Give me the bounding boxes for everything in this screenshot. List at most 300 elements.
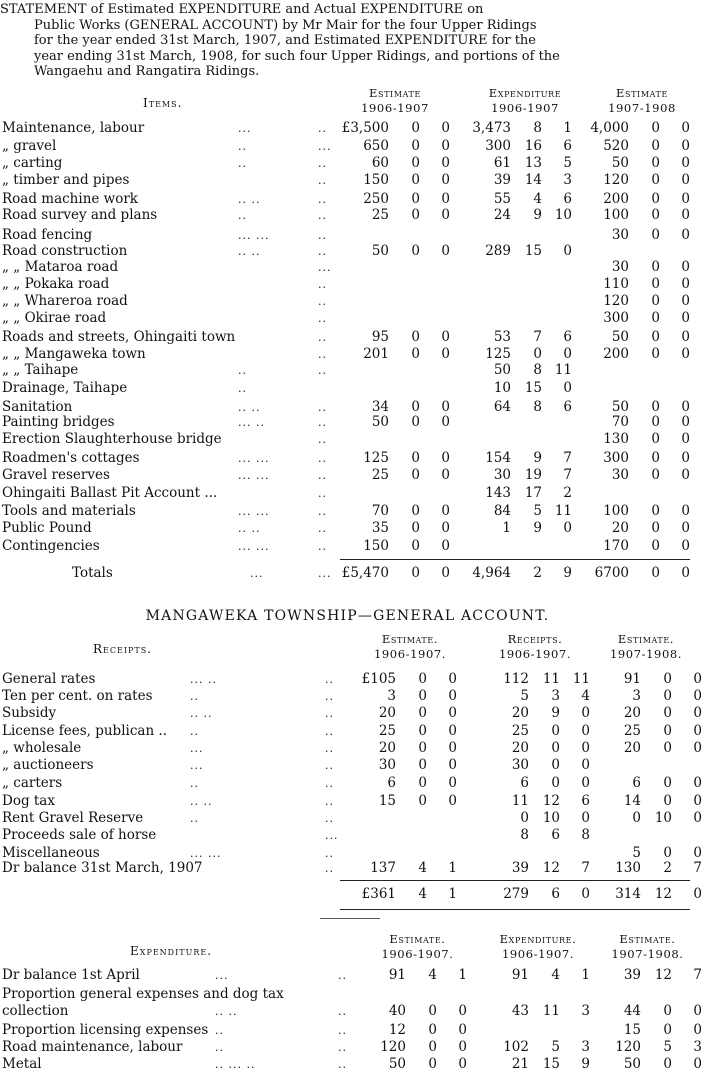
- row-item-label: Proceeds sale of horse: [2, 827, 157, 843]
- pounds-value: 50: [493, 362, 511, 378]
- shillings-value: 12: [542, 860, 560, 876]
- leader-dots: .. ..: [238, 193, 261, 206]
- shillings-value: 0: [411, 155, 420, 171]
- leader-dots: ..: [238, 157, 247, 170]
- pounds-value: 91: [511, 967, 529, 983]
- pounds-value: 112: [503, 671, 529, 687]
- table-row: [0, 538, 695, 555]
- table-row: [0, 810, 702, 827]
- pence-value: 11: [554, 362, 572, 378]
- pounds-value: 300: [485, 138, 511, 154]
- pounds-value: 314: [615, 886, 641, 902]
- leader-dots: ..: [318, 416, 327, 429]
- leader-dots: ..: [318, 229, 327, 242]
- row-item-label: Miscellaneous: [2, 845, 100, 861]
- pence-value: 0: [441, 399, 450, 415]
- col-header-title: Estimate.: [381, 632, 439, 646]
- row-item-label: Road fencing: [2, 227, 93, 243]
- pounds-value: 20: [378, 740, 396, 756]
- pounds-value: 6: [387, 775, 396, 791]
- pounds-value: 15: [378, 793, 396, 809]
- pence-value: 0: [581, 757, 590, 773]
- pence-value: 0: [693, 1003, 702, 1019]
- shillings-value: 15: [542, 1056, 560, 1072]
- leader-dots: ..: [318, 245, 327, 258]
- col-header-title: Expenditure.: [499, 932, 577, 946]
- pence-value: 0: [693, 740, 702, 756]
- pounds-value: 91: [623, 671, 641, 687]
- pence-value: 0: [441, 414, 450, 430]
- pounds-value: 25: [511, 723, 529, 739]
- pence-value: 0: [681, 450, 690, 466]
- shillings-value: 0: [651, 155, 660, 171]
- shillings-value: 0: [651, 227, 660, 243]
- row-item-label: Drainage, Taihape: [2, 380, 128, 396]
- row-item-label: Road maintenance, labour: [2, 1039, 183, 1055]
- shillings-value: 2: [663, 860, 672, 876]
- pounds-value: 125: [485, 346, 511, 362]
- table-row: [0, 705, 702, 722]
- table-row: [0, 1039, 702, 1056]
- pence-value: 8: [581, 827, 590, 843]
- pounds-value: 39: [493, 172, 511, 188]
- pence-value: 0: [681, 120, 690, 136]
- pence-value: 0: [448, 793, 457, 809]
- pounds-value: 100: [603, 503, 629, 519]
- pence-value: 3: [581, 1003, 590, 1019]
- pounds-value: 20: [623, 740, 641, 756]
- pence-value: 0: [563, 380, 572, 396]
- leader-dots: ..: [318, 348, 327, 361]
- pounds-value: 10: [493, 380, 511, 396]
- leader-dots: ..: [318, 433, 327, 446]
- pence-value: 0: [441, 120, 450, 136]
- shillings-value: 0: [551, 757, 560, 773]
- shillings-value: 0: [411, 191, 420, 207]
- pounds-value: 102: [503, 1039, 529, 1055]
- shillings-value: 0: [651, 538, 660, 554]
- pence-value: 3: [581, 1039, 590, 1055]
- leader-dots: ..: [318, 469, 327, 482]
- col-header-year: 1907-1908.: [609, 647, 683, 661]
- pence-value: 0: [693, 1056, 702, 1072]
- shillings-value: 0: [418, 793, 427, 809]
- pence-value: 0: [441, 243, 450, 259]
- pounds-value: 25: [623, 723, 641, 739]
- pounds-value: 30: [611, 467, 629, 483]
- pounds-value: 4,964: [472, 565, 511, 581]
- shillings-value: 0: [418, 705, 427, 721]
- leader-dots: ..: [318, 193, 327, 206]
- shillings-value: 0: [411, 207, 420, 223]
- leader-dots: ..: [325, 742, 334, 755]
- shillings-value: 0: [651, 431, 660, 447]
- pence-value: 0: [581, 723, 590, 739]
- pence-value: 0: [693, 705, 702, 721]
- col-header-year: 1907-1908.: [611, 947, 684, 961]
- col-header: [365, 932, 470, 962]
- pounds-value: 70: [611, 414, 629, 430]
- pounds-value: 6700: [594, 565, 629, 581]
- shillings-value: 12: [542, 793, 560, 809]
- pence-value: 0: [681, 346, 690, 362]
- pence-value: 6: [581, 793, 590, 809]
- leader-dots: ..: [318, 122, 327, 135]
- leader-dots: ... ..: [190, 673, 217, 686]
- pounds-value: 201: [363, 346, 389, 362]
- shillings-value: 0: [651, 467, 660, 483]
- leader-dots: ..: [325, 673, 334, 686]
- pounds-value: 30: [493, 467, 511, 483]
- pounds-value: 3: [632, 688, 641, 704]
- pounds-value: 39: [623, 967, 641, 983]
- leader-dots: ..: [190, 777, 199, 790]
- row-item-label: Maintenance, labour: [2, 120, 145, 136]
- col-header: [597, 632, 695, 662]
- pounds-value: 34: [371, 399, 389, 415]
- leader-dots: ...: [238, 122, 252, 135]
- pounds-value: 150: [363, 172, 389, 188]
- pounds-value: 5: [632, 845, 641, 861]
- pence-value: 0: [441, 329, 450, 345]
- pence-value: 3: [563, 172, 572, 188]
- pence-value: 0: [581, 705, 590, 721]
- pounds-value: 84: [493, 503, 511, 519]
- pounds-value: 53: [493, 329, 511, 345]
- leader-dots: ..: [190, 725, 199, 738]
- pounds-value: 50: [611, 155, 629, 171]
- leader-dots: ..: [318, 209, 327, 222]
- shillings-value: 0: [651, 138, 660, 154]
- leader-dots: ..: [238, 140, 247, 153]
- row-item-label: „ „ Okirae road: [2, 310, 107, 326]
- table-row: [0, 520, 695, 537]
- shillings-value: 0: [651, 259, 660, 275]
- table-row: [0, 362, 695, 379]
- pence-value: 0: [441, 467, 450, 483]
- pence-value: 11: [572, 671, 590, 687]
- col-header: [480, 632, 590, 662]
- leader-dots: ..: [238, 364, 247, 377]
- shillings-value: 10: [542, 810, 560, 826]
- pounds-value: 30: [511, 757, 529, 773]
- leader-dots: ..: [215, 1024, 224, 1037]
- shillings-value: 14: [524, 172, 542, 188]
- row-item-label: „ gravel: [2, 138, 57, 154]
- shillings-value: 0: [551, 740, 560, 756]
- leader-dots: ..: [318, 452, 327, 465]
- leader-dots: ..: [215, 1041, 224, 1054]
- shillings-value: 3: [551, 688, 560, 704]
- pounds-value: 11: [511, 793, 529, 809]
- pence-value: 0: [563, 243, 572, 259]
- shillings-value: 0: [551, 775, 560, 791]
- table-row: [0, 503, 695, 520]
- row-item-label: Dog tax: [2, 793, 55, 809]
- table-row: [0, 450, 695, 467]
- shillings-value: 0: [663, 671, 672, 687]
- shillings-value: 0: [411, 346, 420, 362]
- col-header-year: 1906-1907: [491, 101, 559, 115]
- row-item-label: „ „ Pokaka road: [2, 276, 110, 292]
- shillings-value: 0: [663, 793, 672, 809]
- pence-value: 4: [581, 688, 590, 704]
- pence-value: 0: [681, 399, 690, 415]
- shillings-value: 10: [654, 810, 672, 826]
- shillings-value: 0: [428, 1056, 437, 1072]
- shillings-value: 4: [428, 967, 437, 983]
- shillings-value: 0: [651, 329, 660, 345]
- leader-dots: ...: [318, 567, 332, 580]
- pence-value: 1: [458, 967, 467, 983]
- receipts-rule: [340, 880, 690, 881]
- shillings-value: 0: [651, 310, 660, 326]
- pounds-value: 25: [378, 723, 396, 739]
- table-row: [0, 310, 695, 327]
- col-header-title: Estimate.: [619, 932, 676, 946]
- row-item-label: „ „ Mataroa road: [2, 259, 119, 275]
- shillings-value: 0: [651, 450, 660, 466]
- pence-value: 0: [681, 565, 690, 581]
- pence-value: 0: [458, 1039, 467, 1055]
- table-row: [0, 155, 695, 172]
- pence-value: 0: [693, 810, 702, 826]
- pence-value: 0: [681, 259, 690, 275]
- table-row: [0, 1056, 702, 1073]
- pence-value: 0: [448, 705, 457, 721]
- shillings-value: 9: [551, 705, 560, 721]
- pounds-value: £3,500: [341, 120, 389, 136]
- shillings-value: 0: [418, 688, 427, 704]
- intro-line: Wangaehu and Rangatira Ridings.: [34, 64, 260, 79]
- pence-value: 0: [441, 172, 450, 188]
- pounds-value: 24: [493, 207, 511, 223]
- shillings-value: 0: [411, 414, 420, 430]
- shillings-value: 12: [654, 886, 672, 902]
- shillings-value: 11: [542, 671, 560, 687]
- shillings-value: 11: [542, 1003, 560, 1019]
- shillings-value: 6: [551, 827, 560, 843]
- shillings-value: 0: [651, 399, 660, 415]
- col-header: [335, 86, 455, 116]
- pounds-value: 39: [511, 860, 529, 876]
- pence-value: 0: [448, 671, 457, 687]
- leader-dots: ..: [325, 777, 334, 790]
- row-item-label: Tools and materials: [2, 503, 136, 519]
- pence-value: 0: [448, 688, 457, 704]
- row-item-label: Road survey and plans: [2, 207, 158, 223]
- shillings-value: 0: [411, 565, 420, 581]
- pounds-value: 12: [388, 1022, 406, 1038]
- pence-value: 0: [681, 503, 690, 519]
- row-item-label: Road construction: [2, 243, 128, 259]
- pence-value: 0: [681, 207, 690, 223]
- pounds-value: 130: [615, 860, 641, 876]
- pounds-value: 44: [623, 1003, 641, 1019]
- shillings-value: 19: [524, 467, 542, 483]
- leader-dots: ... ...: [190, 847, 222, 860]
- pounds-value: 20: [511, 740, 529, 756]
- leader-dots: .. ..: [190, 707, 213, 720]
- row-item-label: Totals: [72, 565, 113, 581]
- table-row: [0, 243, 695, 260]
- pence-value: 0: [441, 538, 450, 554]
- leader-dots: ... ...: [238, 452, 270, 465]
- pence-value: 0: [693, 688, 702, 704]
- shillings-value: 15: [524, 380, 542, 396]
- shillings-value: 0: [411, 520, 420, 536]
- row-item-label: „ „ Taihape: [2, 362, 79, 378]
- section-divider: [320, 918, 380, 919]
- pounds-value: 50: [371, 414, 389, 430]
- shillings-value: 0: [411, 450, 420, 466]
- pounds-value: 95: [371, 329, 389, 345]
- row-item-label: „ carting: [2, 155, 63, 171]
- pence-value: 7: [581, 860, 590, 876]
- shillings-value: 5: [663, 1039, 672, 1055]
- leader-dots: ..: [318, 331, 327, 344]
- table-row: [0, 172, 695, 189]
- pence-value: 7: [693, 967, 702, 983]
- pence-value: 0: [581, 740, 590, 756]
- row-item-label: Proportion licensing expenses: [2, 1022, 209, 1038]
- pence-value: 1: [581, 967, 590, 983]
- table-row: [0, 191, 695, 208]
- pence-value: 0: [693, 671, 702, 687]
- shillings-value: 0: [651, 120, 660, 136]
- pence-value: 0: [448, 775, 457, 791]
- pounds-value: 43: [511, 1003, 529, 1019]
- pence-value: 0: [681, 276, 690, 292]
- intro-line: year ending 31st March, 1908, for such four Upper Ridings, and portions of the: [34, 48, 560, 64]
- shillings-value: 0: [651, 414, 660, 430]
- shillings-value: 8: [533, 362, 542, 378]
- pence-value: 11: [554, 503, 572, 519]
- col-header: [592, 86, 692, 116]
- shillings-value: 0: [651, 207, 660, 223]
- pounds-value: 21: [511, 1056, 529, 1072]
- pounds-value: 3,473: [472, 120, 511, 136]
- col-header-title: Estimate.: [389, 932, 446, 946]
- table-row: [0, 276, 695, 293]
- col-header-title: Estimate: [369, 86, 421, 100]
- table-row: [0, 227, 695, 244]
- pounds-value: 14: [623, 793, 641, 809]
- col-header: [355, 632, 465, 662]
- pounds-value: 120: [603, 172, 629, 188]
- leader-dots: ..: [325, 759, 334, 772]
- pounds-value: £105: [361, 671, 396, 687]
- leader-dots: .. ..: [238, 401, 261, 414]
- col-header-title: Estimate.: [617, 632, 675, 646]
- shillings-value: 0: [663, 845, 672, 861]
- shillings-value: 0: [663, 723, 672, 739]
- leader-dots: ..: [325, 862, 334, 875]
- shillings-value: 9: [533, 207, 542, 223]
- shillings-value: 0: [411, 538, 420, 554]
- pounds-value: 50: [388, 1056, 406, 1072]
- leader-dots: ..: [318, 174, 327, 187]
- pounds-value: 650: [363, 138, 389, 154]
- table-row: [0, 1022, 702, 1039]
- shillings-value: 0: [651, 346, 660, 362]
- row-item-label: Public Pound: [2, 520, 92, 536]
- leader-dots: ..: [318, 278, 327, 291]
- pence-value: 0: [441, 450, 450, 466]
- shillings-value: 0: [411, 138, 420, 154]
- pounds-value: 50: [623, 1056, 641, 1072]
- pence-value: 1: [448, 886, 457, 902]
- pence-value: 0: [441, 520, 450, 536]
- shillings-value: 17: [524, 485, 542, 501]
- shillings-value: 0: [663, 1003, 672, 1019]
- leader-dots: ...: [190, 759, 204, 772]
- leader-dots: ..: [325, 795, 334, 808]
- section-title: MANGAWEKA TOWNSHIP—GENERAL ACCOUNT.: [145, 608, 550, 624]
- shillings-value: 0: [651, 520, 660, 536]
- pence-value: 0: [448, 740, 457, 756]
- pounds-value: 200: [603, 346, 629, 362]
- col-header-year: 1906-1907.: [381, 947, 454, 961]
- pounds-value: 61: [493, 155, 511, 171]
- shillings-value: 0: [411, 243, 420, 259]
- shillings-value: 0: [651, 191, 660, 207]
- leader-dots: ..: [318, 487, 327, 500]
- row-item-label: collection: [2, 1003, 69, 1019]
- pence-value: 7: [563, 467, 572, 483]
- table-row: [0, 775, 702, 792]
- pounds-value: 3: [387, 688, 396, 704]
- pounds-value: 6: [632, 775, 641, 791]
- row-item-label: Roads and streets, Ohingaiti town: [2, 329, 236, 345]
- pounds-value: 70: [371, 503, 389, 519]
- shillings-value: 0: [411, 172, 420, 188]
- pounds-value: 4,000: [590, 120, 629, 136]
- pounds-value: 50: [371, 243, 389, 259]
- row-item-label: Erection Slaughterhouse bridge: [2, 431, 222, 447]
- row-item-label: „ carters: [2, 775, 63, 791]
- row-item-label: Road machine work: [2, 191, 138, 207]
- shillings-value: 12: [654, 967, 672, 983]
- leader-dots: ..: [338, 1005, 347, 1018]
- pence-value: 1: [563, 120, 572, 136]
- shillings-value: 9: [533, 450, 542, 466]
- shillings-value: 2: [533, 565, 542, 581]
- pence-value: 0: [681, 329, 690, 345]
- row-item-label: Dr balance 31st March, 1907: [2, 860, 203, 876]
- receipts-header: Receipts.: [93, 642, 153, 656]
- pounds-value: 20: [511, 705, 529, 721]
- table-row: [0, 1003, 702, 1020]
- leader-dots: ... ..: [238, 416, 265, 429]
- pence-value: 9: [563, 565, 572, 581]
- shillings-value: 4: [551, 967, 560, 983]
- pence-value: 6: [563, 399, 572, 415]
- leader-dots: ...: [250, 567, 264, 580]
- pounds-value: 20: [623, 705, 641, 721]
- leader-dots: ..: [318, 401, 327, 414]
- pounds-value: 50: [611, 399, 629, 415]
- shillings-value: 0: [418, 671, 427, 687]
- shillings-value: 0: [651, 565, 660, 581]
- pence-value: 3: [693, 1039, 702, 1055]
- pence-value: 7: [563, 450, 572, 466]
- table-row: [0, 827, 695, 844]
- pounds-value: 120: [603, 293, 629, 309]
- col-header-title: Receipts.: [507, 632, 563, 646]
- leader-dots: ..: [325, 847, 334, 860]
- pence-value: 0: [681, 520, 690, 536]
